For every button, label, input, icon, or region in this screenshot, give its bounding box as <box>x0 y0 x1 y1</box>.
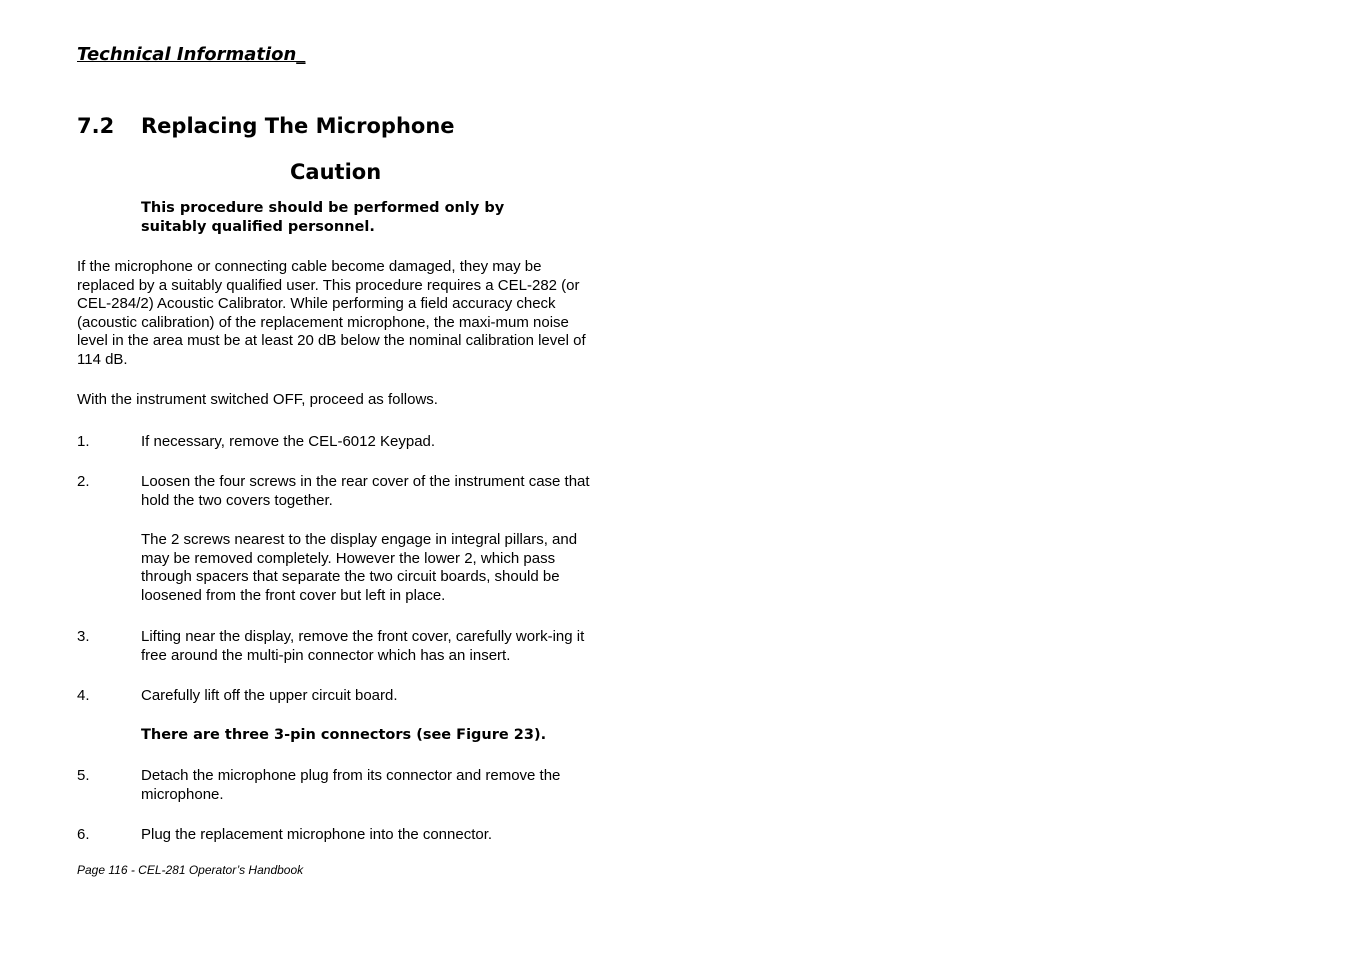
step-2-note: The 2 screws nearest to the display engage in integral pillars, and may be removed completely. However the lower 2, which pass through spacers that separate the two circuit boards, should be loosened from the front cover but left in place. <box>141 531 578 604</box>
intro-paragraph: If the microphone or connecting cable become damaged, they may be replaced by a suitably qualified user. This procedure requires a CEL-282 (or CEL-284/2) Acoustic Calibrator. While performing a field accuracy check (acoustic calibration) of the replacement microphone, the maxi-mum noise level in the area must be at least 20 dB below the nominal calibration level of 114 dB. <box>77 258 586 368</box>
page-footer: Page 116 - CEL-281 Operator’s Handbook <box>77 863 304 877</box>
step-number: 3. <box>77 628 90 645</box>
step-number: 2. <box>77 473 90 490</box>
section-number: 7.2 <box>77 114 115 138</box>
step-text: Detach the microphone plug from its connector and remove the microphone. <box>141 767 561 803</box>
step-number: 4. <box>77 687 90 704</box>
step-number: 1. <box>77 433 90 450</box>
section-title <box>77 114 455 138</box>
caution-text: This procedure should be performed only by suitably qualified personnel. <box>141 200 505 235</box>
section-title-text: Replacing The Microphone <box>141 114 455 138</box>
step-text: If necessary, remove the CEL-6012 Keypad. <box>141 433 436 450</box>
step-4-note: There are three 3-pin connectors (see Figure 23). <box>141 727 547 743</box>
step-text: Plug the replacement microphone into the connector. <box>141 826 493 843</box>
step-text: Lifting near the display, remove the front cover, carefully work-ing it free around the multi-pin connector which has an insert. <box>141 628 585 664</box>
step-text: Loosen the four screws in the rear cover of the instrument case that hold the two covers together. <box>141 473 590 509</box>
running-head: Technical Information_ <box>77 44 306 65</box>
step-number: 6. <box>77 826 90 843</box>
caution-heading: Caution <box>290 160 382 184</box>
step-number: 5. <box>77 767 90 784</box>
lead-in-paragraph: With the instrument switched OFF, proceed as follows. <box>77 391 438 408</box>
step-text: Carefully lift off the upper circuit board. <box>141 687 398 704</box>
